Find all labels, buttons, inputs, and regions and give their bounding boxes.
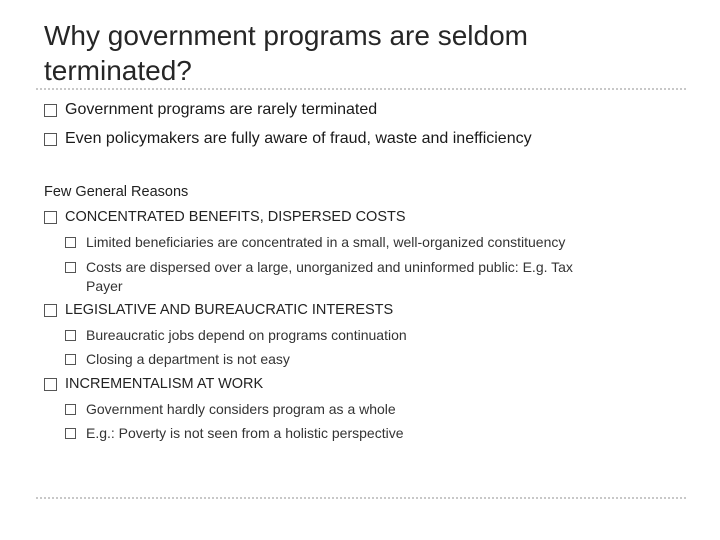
top-divider — [36, 88, 686, 90]
sub-bullet-text: E.g.: Poverty is not seen from a holistic perspective — [86, 425, 404, 441]
sub-bullet-text: Costs are dispersed over a large, unorganized and uninformed public: E.g. Tax — [86, 259, 573, 275]
checkbox-bullet-icon — [44, 133, 57, 146]
checkbox-bullet-icon — [65, 428, 76, 439]
checkbox-bullet-icon — [44, 211, 57, 224]
reasons-heading: Few General Reasons — [44, 184, 189, 200]
checkbox-bullet-icon — [65, 404, 76, 415]
bullet-text: Even policymakers are fully aware of fraud, waste and inefficiency — [65, 130, 532, 147]
reason-label: INCREMENTALISM AT WORK — [65, 376, 264, 392]
slide-title — [44, 18, 684, 88]
sub-bullet-text: Closing a department is not easy — [86, 351, 290, 367]
bottom-divider — [36, 497, 686, 499]
checkbox-bullet-icon — [65, 354, 76, 365]
sub-bullet-text: Limited beneficiaries are concentrated in a small, well-organized constituency — [86, 234, 566, 250]
checkbox-bullet-icon — [65, 262, 76, 273]
title-line-2: terminated? — [44, 55, 192, 86]
checkbox-bullet-icon — [44, 304, 57, 317]
title-line-1: Why government programs are seldom — [44, 20, 528, 51]
reason-label: CONCENTRATED BENEFITS, DISPERSED COSTS — [65, 209, 406, 225]
sub-bullet-text: Bureaucratic jobs depend on programs continuation — [86, 327, 407, 343]
checkbox-bullet-icon — [65, 330, 76, 341]
reason-label: LEGISLATIVE AND BUREAUCRATIC INTERESTS — [65, 302, 394, 318]
sub-bullet-text: Government hardly considers program as a whole — [86, 401, 396, 417]
sub-bullet-text-continued: Payer — [86, 278, 123, 294]
checkbox-bullet-icon — [44, 378, 57, 391]
checkbox-bullet-icon — [44, 104, 57, 117]
bullet-text: Government programs are rarely terminated — [65, 101, 378, 118]
checkbox-bullet-icon — [65, 237, 76, 248]
